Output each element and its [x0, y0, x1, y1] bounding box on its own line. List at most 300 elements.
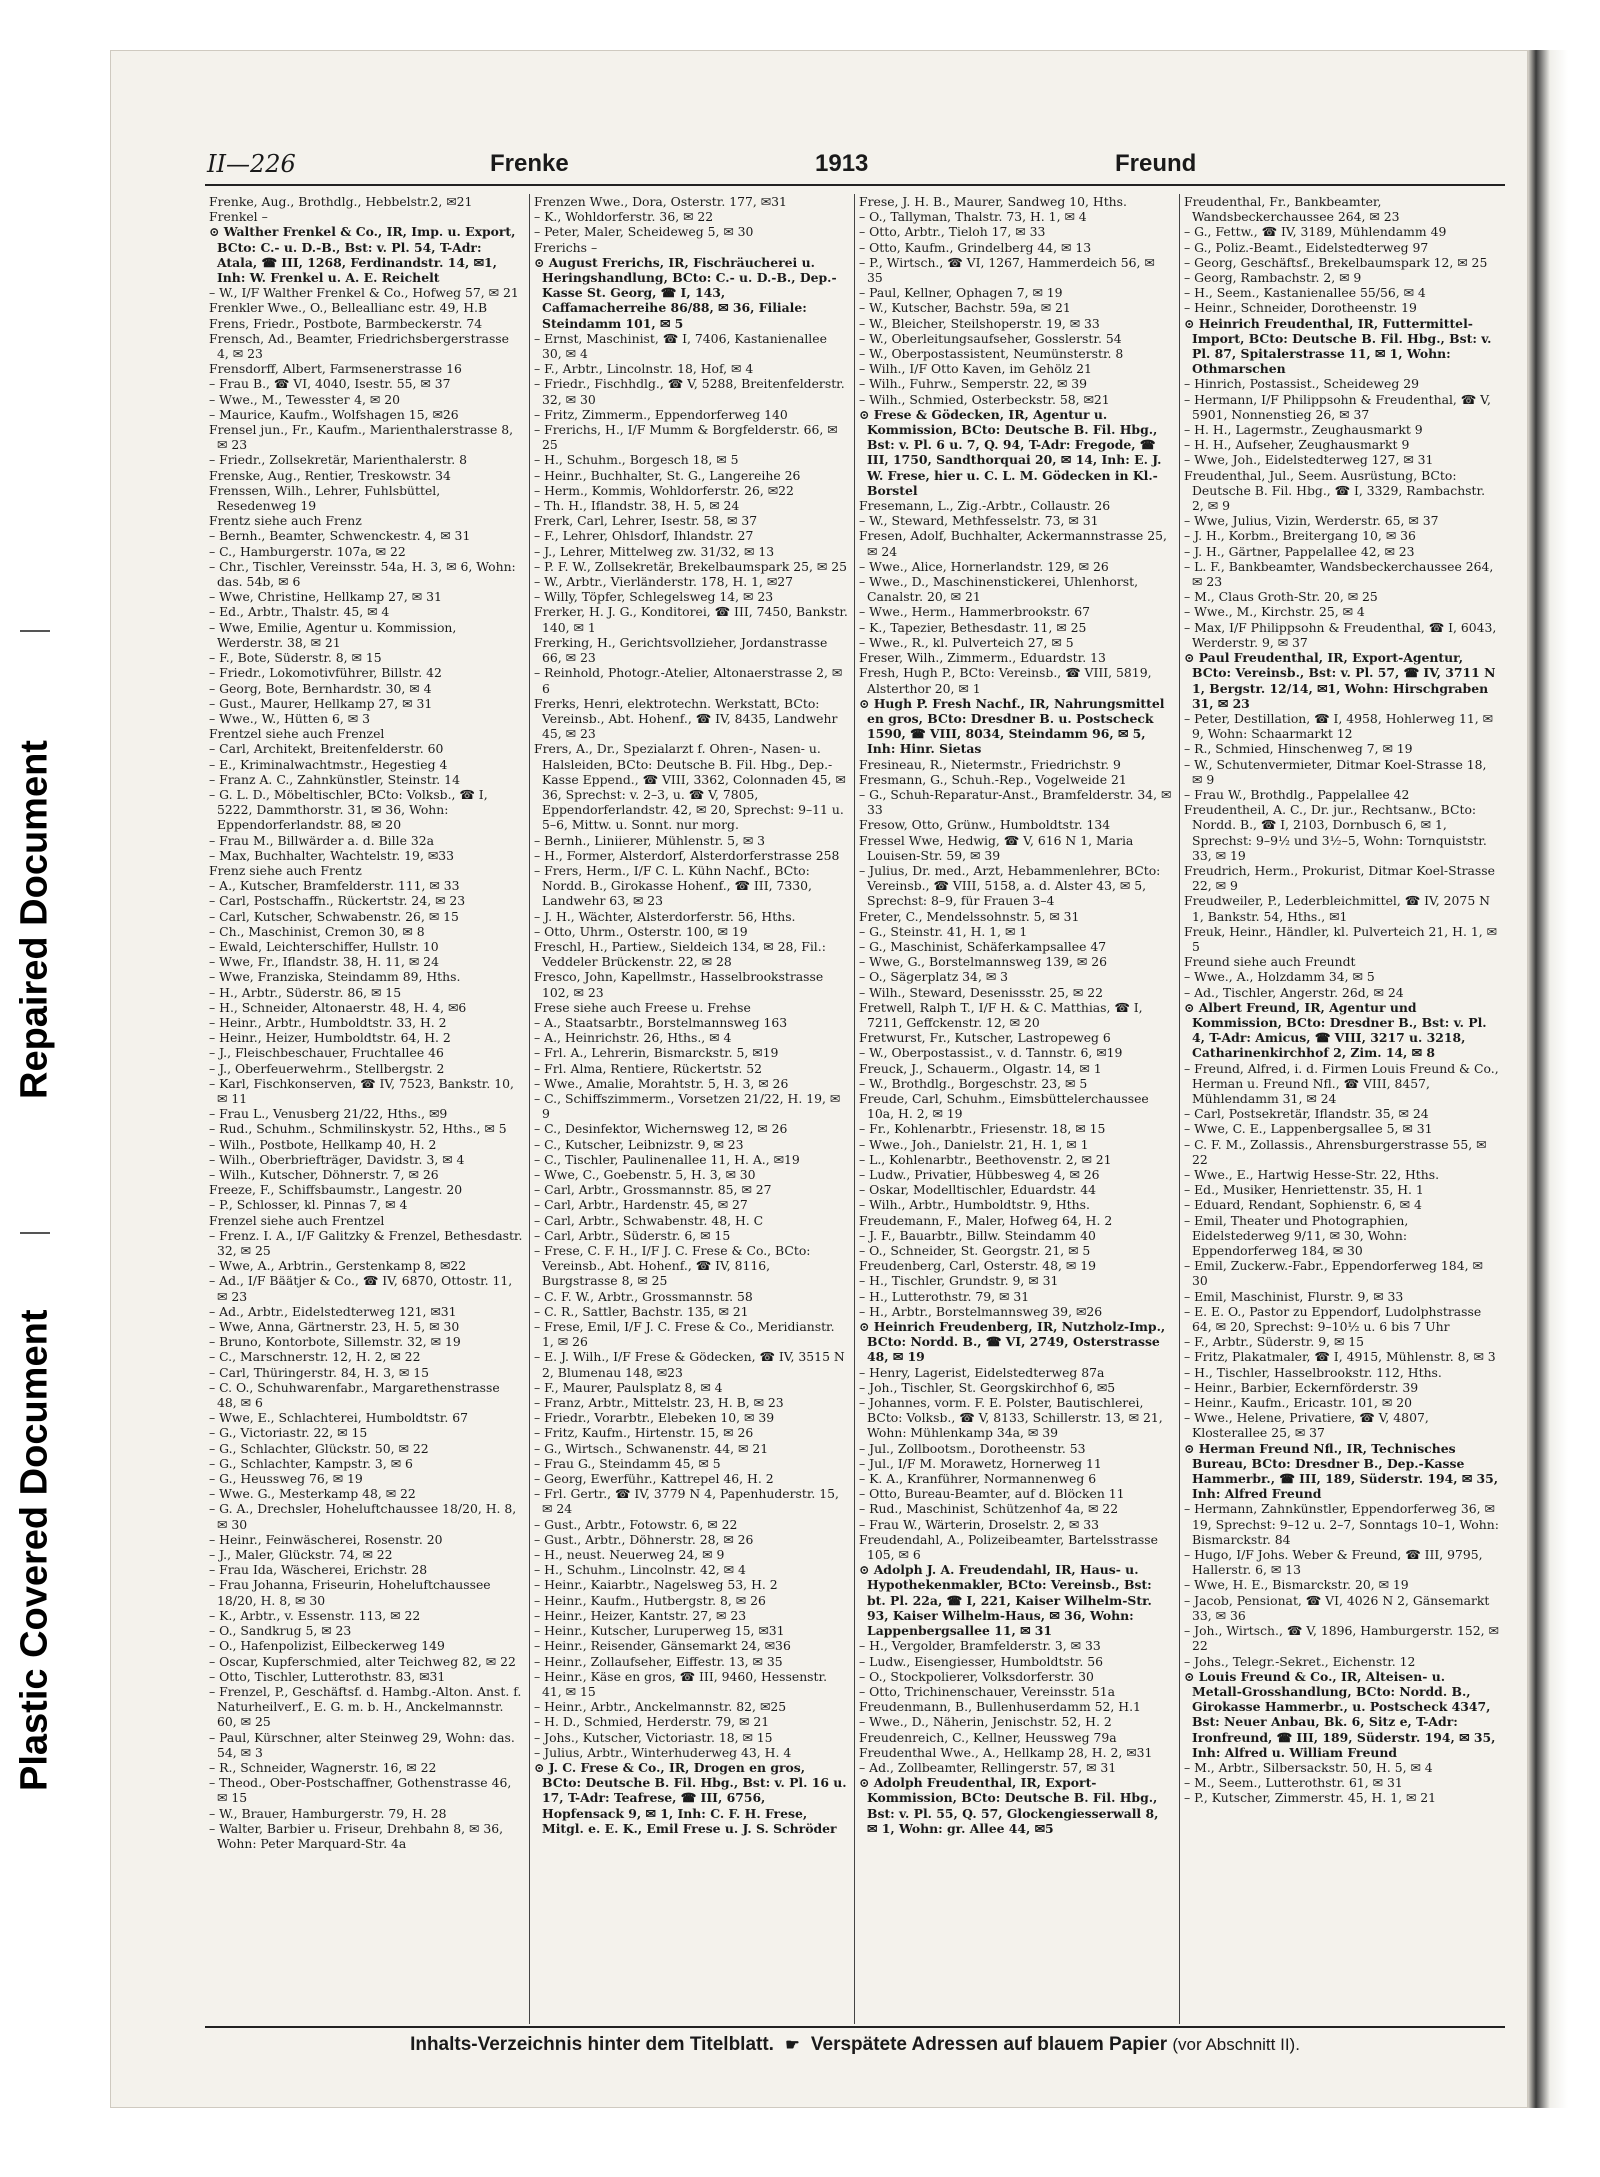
footer-rule	[205, 2026, 1505, 2028]
directory-entry: – Ad., Tischler, Angerstr. 26d, ✉ 24	[1184, 984, 1404, 1000]
directory-entry: – Wilh., Steward, Desenissstr. 25, ✉ 22	[859, 984, 1104, 1000]
directory-entry: – Hermann, I/F Philippsohn & Freudenthal, ☎ V, 5901, Nonnenstieg 26, ✉ 37	[1184, 391, 1491, 422]
directory-entry: Freeze, F., Schiffsbaumstr., Langestr. 20	[209, 1182, 463, 1198]
directory-entry: – J., Oberfeuerwehrm., Stellbergstr. 2	[209, 1060, 445, 1076]
directory-entry: – Max, I/F Philippsohn & Freudenthal, ☎ I, 6043, Werderstr. 9, ✉ 37	[1184, 619, 1497, 650]
directory-entry: – G., Schlachter, Glückstr. 50, ✉ 22	[209, 1440, 429, 1456]
directory-entry: – Otto, Bureau-Beamter, auf d. Blöcken 11	[859, 1486, 1125, 1502]
directory-entry: Frerk, Carl, Lehrer, Isestr. 58, ✉ 37	[534, 513, 758, 529]
directory-entry: – G., Maschinist, Schäferkampsallee 47	[859, 938, 1107, 954]
directory-entry: – Wwe., Amalie, Morahtstr. 5, H. 3, ✉ 26	[534, 1075, 789, 1091]
directory-entry: – J. F., Bauarbtr., Billw. Steindamm 40	[859, 1227, 1096, 1243]
directory-entry: Freudenreich, C., Kellner, Heussweg 79a	[859, 1729, 1117, 1745]
directory-entry: – C., Kutscher, Leibnizstr. 9, ✉ 23	[534, 1136, 744, 1152]
directory-entry: – Otto, Arbtr., Tieloh 17, ✉ 33	[859, 224, 1046, 240]
directory-entry: – Georg, Ewerführ., Kattrepel 46, H. 2	[534, 1471, 774, 1487]
directory-entry: – Wwe, Anna, Gärtnerstr. 23, H. 5, ✉ 30	[209, 1319, 460, 1335]
directory-entry: – Wwe., D., Maschinenstickerei, Uhlenhorst, Canalstr. 20, ✉ 21	[859, 574, 1139, 605]
directory-entry: – Heinr., Kutscher, Luruperweg 15, ✉31	[534, 1623, 785, 1639]
directory-entry: Freund siehe auch Freundt	[1184, 954, 1356, 970]
directory-entry: Freuk, Heinr., Händler, kl. Pulverteich 21, H. 1, ✉ 5	[1184, 923, 1498, 954]
directory-entry: – Jul., I/F M. Morawetz, Hornerweg 11	[859, 1455, 1102, 1471]
directory-entry: ⊙ Albert Freund, IR, Agentur und Kommission, BCto: Dresdner B., Bst: v. Pl. 4, T-Adr: Amicus, ☎ VIII, 3217 u. 3218, Catharinenkirchhof 2, Zim. 14, ✉ 8	[1184, 999, 1487, 1061]
directory-entry: – Herm., Kommis, Wohldorferstr. 26, ✉22	[534, 482, 794, 498]
footer-section-note: (vor Abschnitt II).	[1172, 2035, 1300, 2054]
label-divider-dashes	[20, 1232, 50, 1234]
directory-entry: ⊙ Heinrich Freudenthal, IR, Futtermittel-Import, BCto: Deutsche B. Fil. Hbg., Bst: v. Pl. 87, Spitalerstrasse 11, ✉ 1, Wohn: Othmarschen	[1184, 315, 1492, 377]
directory-entry: – Rud., Schuhm., Schmilinskystr. 52, Hths., ✉ 5	[209, 1121, 507, 1137]
directory-entry: – G. L. D., Möbeltischler, BCto: Volksb., ☎ I, 5222, Dammthorstr. 31, ✉ 36, Wohn: Eppendorferlandstr. 88, ✉ 20	[209, 786, 488, 833]
directory-entry: – Ewald, Leichterschiffer, Hullstr. 10	[209, 938, 439, 954]
directory-entry: – Chr., Tischler, Vereinsstr. 54a, H. 3, ✉ 6, Wohn: das. 54b, ✉ 6	[209, 558, 516, 590]
directory-entry: – Heinr., Buchhalter, St. G., Langereihe 26	[534, 467, 801, 483]
directory-column-3	[855, 194, 1180, 2024]
directory-entry: – Otto, Trichinenschauer, Vereinsstr. 51a	[859, 1683, 1115, 1699]
directory-entry: – Wwe., M., Kirchstr. 25, ✉ 4	[1184, 604, 1365, 620]
directory-entry: – Gust., Arbtr., Döhnerstr. 28, ✉ 26	[534, 1531, 754, 1547]
directory-entry: – Heinr., Käse en gros, ☎ III, 9460, Hessenstr. 41, ✉ 15	[534, 1668, 828, 1699]
directory-entry: – H., Former, Alsterdorf, Alsterdorferstrasse 258	[534, 847, 840, 863]
guide-word-right: Freund	[1115, 150, 1197, 177]
directory-entry: – E. J. Wilh., I/F Frese & Gödecken, ☎ IV, 3515 N 2, Blumenau 148, ✉23	[534, 1349, 845, 1380]
directory-entry: – P., Wirtsch., ☎ VI, 1267, Hammerdeich 56, ✉ 35	[859, 254, 1155, 286]
directory-entry: – Walter, Barbier u. Friseur, Drehbahn 8, ✉ 36, Wohn: Peter Marquard-Str. 4a	[209, 1820, 504, 1851]
directory-entry: Fresineau, R., Nietermstr., Friedrichstr. 9	[859, 756, 1121, 772]
directory-entry: – R., Schneider, Wagnerstr. 16, ✉ 22	[209, 1759, 437, 1775]
directory-entry: Frerichs –	[534, 239, 598, 255]
directory-entry: – W., Brothdlg., Borgeschstr. 23, ✉ 5	[859, 1075, 1088, 1091]
directory-entry: – E., Kriminalwachtmstr., Hegestieg 4	[209, 756, 448, 772]
directory-entry: – Georg, Rambachstr. 2, ✉ 9	[1184, 270, 1362, 286]
directory-entry: – P., Kutscher, Zimmerstr. 45, H. 1, ✉ 21	[1184, 1790, 1437, 1806]
directory-entry: – W., I/F Walther Frenkel & Co., Hofweg 57, ✉ 21	[209, 285, 519, 301]
directory-entry: – Fritz, Zimmerm., Eppendorferweg 140	[534, 406, 788, 422]
directory-entry: – Gust., Arbtr., Fotowstr. 6, ✉ 22	[534, 1516, 738, 1532]
directory-entry: – Carl, Kutscher, Schwabenstr. 26, ✉ 15	[209, 908, 459, 924]
directory-entry: – Wwe, C. E., Lappenbergsallee 5, ✉ 31	[1184, 1121, 1433, 1137]
directory-columns	[205, 194, 1505, 2024]
directory-entry: Frenz siehe auch Frentz	[209, 862, 362, 878]
directory-column-4	[1180, 194, 1505, 2024]
directory-entry: – Frerichs, H., I/F Mumm & Borgfelderstr. 66, ✉ 25	[534, 422, 838, 453]
directory-entry: – W., Steward, Methfesselstr. 73, ✉ 31	[859, 513, 1099, 529]
directory-entry: – J., Lehrer, Mittelweg zw. 31/32, ✉ 13	[534, 543, 775, 559]
directory-entry: Frensch, Ad., Beamter, Friedrichsbergerstrasse 4, ✉ 23	[209, 330, 509, 362]
directory-entry: ⊙ Adolph Freudenthal, IR, Export-Kommission, BCto: Deutsche B. Fil. Hbg., Bst: v. Pl. 55, Q. 57, Glockengiesserwall 8, ✉ 1, Wohn: gr. Allee 44, ✉5	[859, 1775, 1159, 1836]
directory-entry: – C., Desinfektor, Wichernsweg 12, ✉ 26	[534, 1121, 788, 1137]
directory-entry: Frenssen, Wilh., Lehrer, Fuhlsbüttel, Resedenweg 19	[209, 482, 441, 514]
directory-entry: – A., Kutscher, Bramfelderstr. 111, ✉ 33	[209, 878, 460, 894]
directory-entry: – K. A., Kranführer, Normannenweg 6	[859, 1471, 1097, 1487]
directory-entry: – Friedr., Zollsekretär, Marienthalerstr. 8	[209, 452, 468, 468]
directory-entry: – Wwe, Franziska, Steindamm 89, Hths.	[209, 969, 461, 985]
directory-entry: – Wwe, H. E., Bismarckstr. 20, ✉ 19	[1184, 1577, 1409, 1593]
directory-entry: – Carl, Arbtr., Schwabenstr. 48, H. C	[534, 1212, 764, 1228]
directory-entry: Freudentheil, A. C., Dr. jur., Rechtsanw., BCto: Nordd. B., ☎ I, 2103, Dornbusch 6, ✉ 1, Sprechst: 9–9½ und 3½–5, Wohn: Tornquiststr. 33, ✉ 19	[1184, 802, 1487, 863]
directory-entry: – Frau W., Brothdlg., Pappelallee 42	[1184, 786, 1410, 802]
directory-entry: – Frl. Gertr., ☎ IV, 3779 N 4, Papenhuderstr. 15, ✉ 24	[534, 1486, 839, 1517]
directory-entry: – Heinr., Kaiarbtr., Nagelsweg 53, H. 2	[534, 1577, 778, 1593]
directory-entry: – Jul., Zollbootsm., Dorotheenstr. 53	[859, 1440, 1086, 1456]
directory-entry: – C. F. W., Arbtr., Grossmannstr. 58	[534, 1288, 753, 1304]
directory-entry: – C., Schiffszimmerm., Vorsetzen 21/22, H. 19, ✉ 9	[534, 1090, 841, 1122]
directory-entry: – Heinr., Feinwäscherei, Rosenstr. 20	[209, 1531, 443, 1547]
directory-entry: Frenske, Aug., Rentier, Treskowstr. 34	[209, 467, 451, 483]
directory-entry: Frerker, H. J. G., Konditorei, ☎ III, 7450, Bankstr. 140, ✉ 1	[534, 604, 848, 635]
directory-entry: ⊙ August Frerichs, IR, Fischräucherei u. Heringshandlung, BCto: C.- u. D.-B., Dep.-Kasse St. Georg, ☎ I, 143, Caffamacherreihe 86/88, ✉ 36, Filiale: Steindamm 101, ✉ 5	[534, 254, 837, 331]
directory-entry: – Wilh., Schmied, Osterbeckstr. 58, ✉21	[859, 391, 1110, 407]
directory-entry: – Heinr., Kaufm., Ericastr. 101, ✉ 20	[1184, 1395, 1413, 1411]
directory-entry: – Heinr., Kaufm., Hutbergstr. 8, ✉ 26	[534, 1592, 766, 1608]
directory-entry: – C. R., Sattler, Bachstr. 135, ✉ 21	[534, 1303, 749, 1319]
directory-entry: – Wwe, E., Schlachterei, Humboldtstr. 67	[209, 1410, 468, 1426]
directory-entry: ⊙ Louis Freund & Co., IR, Alteisen- u. Metall-Grosshandlung, BCto: Nordd. B., Girokasse Hammerbr., u. Postscheck 4347, Bst: Neuer Anbau, Bk. 6, Sitz e, T-Adr: Ironfreund, ☎ III, 189, Süderstr. 194, ✉ 35, Inh: Alfred u. William Freund	[1184, 1668, 1496, 1760]
directory-entry: – Frl. A., Lehrerin, Bismarckstr. 5, ✉19	[534, 1045, 779, 1061]
directory-entry: – O., Hafenpolizist, Eilbeckerweg 149	[209, 1638, 445, 1654]
directory-entry: – J. H., Gärtner, Pappelallee 42, ✉ 23	[1184, 543, 1415, 559]
directory-entry: – Carl, Postschaffn., Rückertstr. 24, ✉ 23	[209, 893, 466, 909]
directory-entry: Freschl, H., Partiew., Sieldeich 134, ✉ 28, Fil.: Veddeler Brückenstr. 22, ✉ 28	[534, 938, 826, 970]
directory-entry: – Wwe., E., Hartwig Hesse-Str. 22, Hths.	[1184, 1167, 1440, 1182]
directory-entry: – Fritz, Kaufm., Hirtenstr. 15, ✉ 26	[534, 1425, 754, 1441]
directory-entry: – Frers, Herm., I/F C. L. Kühn Nachf., BCto: Nordd. B., Girokasse Hohenf., ☎ III, 7330, Landwehr 63, ✉ 23	[534, 862, 812, 909]
directory-entry: Frers, A., Dr., Spezialarzt f. Ohren-, Nasen- u. Halsleiden, BCto: Deutsche B. Fil. Hbg., Dep.-Kasse Eppend., ☎ VIII, 3362, Colonnaden 45, ✉ 36, Sprechst: v. 2–3, u. ☎ V, 7805, Eppendorferlandstr. 42, ✉ 20, Sprechst: 9–11 u. 5–6, Mittw. u. Sonnt. nur morg.	[534, 741, 846, 833]
directory-entry: – H., Tischler, Hasselbrookstr. 112, Hths.	[1184, 1364, 1442, 1380]
directory-entry: Frenkler Wwe., O., Belleallianc estr. 49, H.B	[209, 300, 488, 316]
directory-entry: – K., Wohldorferstr. 36, ✉ 22	[534, 209, 714, 225]
directory-entry: – Ludw., Privatier, Hübbesweg 4, ✉ 26	[859, 1167, 1100, 1182]
directory-entry: – Joh., Tischler, St. Georgskirchhof 6, ✉5	[859, 1379, 1116, 1395]
directory-entry: ⊙ Adolph J. A. Freudendahl, IR, Haus- u. Hypothekenmakler, BCto: Vereinsb., Bst: bt. Pl. 22a, ☎ I, 221, Kaiser Wilhelm-Str. 93, Kaiser Wilhelm-Haus, ✉ 36, Wohn: Lappenbergsallee 11, ✉ 31	[859, 1562, 1152, 1639]
directory-entry: Fresco, John, Kapellmstr., Hasselbrookstrasse 102, ✉ 23	[534, 969, 824, 1000]
directory-entry: – Ad., I/F Bäätjer & Co., ☎ IV, 6870, Ottostr. 11, ✉ 23	[209, 1273, 513, 1304]
directory-entry: – H., Arbtr., Süderstr. 86, ✉ 15	[209, 984, 402, 1000]
directory-entry: – C. F. M., Zollassis., Ahrensburgerstrasse 55, ✉ 22	[1184, 1136, 1487, 1167]
footer-late-addresses-note: Verspätete Adressen auf blauem Papier	[810, 2034, 1168, 2055]
directory-entry: – Friedr., Vorarbtr., Elebeken 10, ✉ 39	[534, 1410, 775, 1426]
directory-entry: – F., Arbtr., Süderstr. 9, ✉ 15	[1184, 1334, 1365, 1350]
directory-entry: – Heinr., Heizer, Kantstr. 27, ✉ 23	[534, 1607, 747, 1623]
directory-entry: – M., Claus Groth-Str. 20, ✉ 25	[1184, 589, 1378, 605]
directory-entry: Frenzel siehe auch Frentzel	[209, 1212, 385, 1228]
directory-entry: – Wwe., Joh., Danielstr. 21, H. 1, ✉ 1	[859, 1136, 1089, 1152]
directory-entry: – H., Seem., Kastanienallee 55/56, ✉ 4	[1184, 285, 1426, 301]
directory-entry: – Karl, Fischkonserven, ☎ IV, 7523, Bankstr. 10, ✉ 11	[209, 1075, 514, 1106]
directory-entry: Fressel Wwe, Hedwig, ☎ V, 616 N 1, Maria Louisen-Str. 59, ✉ 39	[859, 832, 1134, 863]
directory-entry: – F., Bote, Süderstr. 8, ✉ 15	[209, 650, 382, 666]
directory-entry: – Hermann, Zahnkünstler, Eppendorferweg 36, ✉ 19, Sprechst: 9–12 u. 2–7, Sonntags 10–1, Wohn: Bismarckstr. 84	[1184, 1501, 1499, 1547]
directory-entry: Freudenberg, Carl, Osterstr. 48, ✉ 19	[859, 1258, 1096, 1274]
directory-entry: – F., Maurer, Paulsplatz 8, ✉ 4	[534, 1379, 723, 1395]
directory-entry: – G., Fettw., ☎ IV, 3189, Mühlendamm 49	[1184, 224, 1447, 240]
directory-entry: – Heinr., Reisender, Gänsemarkt 24, ✉36	[534, 1638, 791, 1654]
directory-entry: – W., Arbtr., Vierländerstr. 178, H. 1, ✉27	[534, 574, 794, 590]
directory-entry: – Peter, Destillation, ☎ I, 4958, Hohlerweg 11, ✉ 9, Wohn: Schaarmarkt 12	[1184, 710, 1493, 742]
directory-entry: – Frau Johanna, Friseurin, Hoheluftchaussee 18/20, H. 8, ✉ 30	[209, 1577, 491, 1608]
directory-entry: Freter, C., Mendelssohnstr. 5, ✉ 31	[859, 908, 1080, 924]
directory-entry: – Max, Buchhalter, Wachtelstr. 19, ✉33	[209, 847, 454, 863]
guide-word-left: Frenke	[490, 150, 569, 177]
directory-entry: – Otto, Tischler, Lutterothstr. 83, ✉31	[209, 1668, 446, 1684]
directory-entry: – Wwe., Herm., Hammerbrookstr. 67	[859, 604, 1091, 620]
directory-entry: – C., Hamburgerstr. 107a, ✉ 22	[209, 543, 406, 559]
label-divider-dashes	[20, 630, 50, 632]
directory-entry: – Frenz. I. A., I/F Galitzky & Frenzel, Bethesdastr. 32, ✉ 25	[209, 1227, 523, 1259]
directory-entry: ⊙ Frese & Gödecken, IR, Agentur u. Kommission, BCto: Deutsche B. Fil. Hbg., Bst: v. Pl. 6 u. 7, Q. 94, T-Adr: Fregode, ☎ III, 1750, Sandthorquai 20, ✉ 14, Inh: E. J. W. Frese, hier u. C. L. M. Gödecken in Kl.-Borstel	[859, 406, 1162, 498]
directory-entry: – Wilh., Fuhrw., Semperstr. 22, ✉ 39	[859, 376, 1088, 392]
directory-entry: – Frau G., Steindamm 45, ✉ 5	[534, 1455, 721, 1471]
directory-entry: – Willy, Töpfer, Schlegelsweg 14, ✉ 23	[534, 589, 774, 605]
directory-entry: – C., Tischler, Paulinenallee 11, H. A., ✉19	[534, 1151, 800, 1167]
directory-entry: – Wwe., W., Hütten 6, ✉ 3	[209, 710, 370, 726]
directory-entry: – Wwe., Alice, Hornerlandstr. 129, ✉ 26	[859, 558, 1109, 574]
directory-entry: – Carl, Arbtr., Süderstr. 6, ✉ 15	[534, 1227, 731, 1243]
directory-entry: – A., Staatsarbtr., Borstelmannsweg 163	[534, 1014, 788, 1030]
directory-entry: Frenkel –	[209, 209, 268, 225]
directory-entry: – O., Stockpolierer, Volksdorferstr. 30	[859, 1668, 1094, 1684]
directory-entry: – W., Bleicher, Steilshoperstr. 19, ✉ 33	[859, 315, 1100, 331]
directory-entry: Fretwurst, Fr., Kutscher, Lastropeweg 6	[859, 1030, 1111, 1046]
directory-entry: Frens, Friedr., Postbote, Barmbeckerstr. 74	[209, 315, 483, 331]
directory-column-1	[205, 194, 530, 2024]
directory-entry: – Emil, Theater und Photographien, Eidelstederweg 9/11, ✉ 30, Wohn: Eppendorferweg 184, ✉ 30	[1184, 1212, 1409, 1259]
directory-entry: Freude, Carl, Schuhm., Eimsbüttelerchaussee 10a, H. 2, ✉ 19	[859, 1090, 1149, 1122]
directory-entry: – Franz A. C., Zahnkünstler, Steinstr. 14	[209, 771, 460, 787]
directory-entry: – Johs., Kutscher, Victoriastr. 18, ✉ 15	[534, 1729, 773, 1745]
directory-entry: – Emil, Maschinist, Flurstr. 9, ✉ 33	[1184, 1288, 1404, 1304]
directory-entry: – P., Schlosser, kl. Pinnas 7, ✉ 4	[209, 1197, 408, 1213]
directory-entry: Frensdorff, Albert, Farmsenerstrasse 16	[209, 361, 462, 377]
directory-entry: Frerking, H., Gerichtsvollzieher, Jordanstrasse 66, ✉ 23	[534, 634, 828, 666]
footer-index-note: Inhalts-Verzeichnis hinter dem Titelblatt.	[410, 2034, 774, 2055]
directory-entry: – H. D., Schmied, Herderstr. 79, ✉ 21	[534, 1714, 770, 1730]
directory-entry: – Wilh., I/F Otto Kaven, im Gehölz 21	[859, 361, 1092, 377]
directory-entry: – Rud., Maschinist, Schützenhof 4a, ✉ 22	[859, 1501, 1119, 1517]
directory-entry: – Carl, Arbtr., Grossmannstr. 85, ✉ 27	[534, 1182, 772, 1198]
directory-entry: – Eduard, Rendant, Sophienstr. 6, ✉ 4	[1184, 1197, 1422, 1213]
directory-entry: Frerks, Henri, elektrotechn. Werkstatt, BCto: Vereinsb., Abt. Hohenf., ☎ IV, 8435, Landwehr 45, ✉ 23	[534, 695, 838, 742]
directory-entry: – Joh., Wirtsch., ☎ V, 1896, Hamburgerstr. 152, ✉ 22	[1184, 1623, 1499, 1654]
directory-entry: – G. A., Drechsler, Hoheluftchaussee 18/20, H. 8, ✉ 30	[209, 1501, 517, 1532]
directory-entry: – Freund, Alfred, i. d. Firmen Louis Freund & Co., Herman u. Freund Nfl., ☎ VIII, 8457, Mühlendamm 31, ✉ 24	[1184, 1060, 1499, 1106]
directory-entry: Freudenthal, Jul., Seem. Ausrüstung, BCto: Deutsche B. Fil. Hbg., ☎ I, 3329, Rambachstr. 2, ✉ 9	[1184, 467, 1486, 514]
directory-entry: – Wwe, G., Borstelmannsweg 139, ✉ 26	[859, 954, 1107, 970]
directory-entry: – Ed., Musiker, Henriettenstr. 35, H. 1	[1184, 1182, 1424, 1198]
directory-entry: – W., Schutenvermieter, Ditmar Koel-Strasse 18, ✉ 9	[1184, 756, 1487, 787]
directory-entry: Fresmann, G., Schuh.-Rep., Vogelweide 21	[859, 771, 1127, 787]
directory-entry: – Frau W., Wärterin, Droselstr. 2, ✉ 33	[859, 1516, 1099, 1532]
directory-entry: – Wwe, Fr., Iflandstr. 38, H. 11, ✉ 24	[209, 954, 439, 970]
directory-entry: – H., neust. Neuerweg 24, ✉ 9	[534, 1547, 725, 1563]
directory-entry: – Wwe., Helene, Privatiere, ☎ V, 4807, Klosterallee 25, ✉ 37	[1184, 1410, 1429, 1441]
directory-entry: – Johs., Telegr.-Sekret., Eichenstr. 12	[1184, 1653, 1416, 1669]
directory-entry: – Wilh., Oberbriefträger, Davidstr. 3, ✉ 4	[209, 1151, 465, 1167]
directory-entry: – Bernh., Liniierer, Mühlenstr. 5, ✉ 3	[534, 832, 766, 848]
directory-entry: – Friedr., Fischhdlg., ☎ V, 5288, Breitenfelderstr. 32, ✉ 30	[534, 376, 845, 407]
directory-entry: – R., Schmied, Hinschenweg 7, ✉ 19	[1184, 741, 1413, 757]
directory-entry: – Franz, Arbtr., Mittelstr. 23, H. B, ✉ 23	[534, 1395, 784, 1411]
directory-entry: – Wwe, C., Goebenstr. 5, H. 3, ✉ 30	[534, 1167, 756, 1182]
directory-entry: – Wwe, A., Arbtrin., Gerstenkamp 8, ✉22	[209, 1258, 467, 1274]
directory-entry: – G., Wirtsch., Schwanenstr. 44, ✉ 21	[534, 1440, 769, 1456]
directory-entry: – Wwe, Julius, Vizin, Werderstr. 65, ✉ 37	[1184, 513, 1439, 529]
directory-entry: – Fritz, Plakatmaler, ☎ I, 4915, Mühlenstr. 8, ✉ 3	[1184, 1349, 1496, 1365]
directory-entry: – Wwe., D., Näherin, Jenischstr. 52, H. 2	[859, 1714, 1112, 1730]
directory-entry: – Wilh., Kutscher, Döhnerstr. 7, ✉ 26	[209, 1167, 439, 1182]
directory-entry: – Frau L., Venusberg 21/22, Hths., ✉9	[209, 1106, 448, 1122]
directory-entry: – K., Arbtr., v. Essenstr. 113, ✉ 22	[209, 1607, 421, 1623]
directory-entry: Frese siehe auch Freese u. Frehse	[534, 999, 751, 1015]
directory-entry: – Bernh., Beamter, Schwenckestr. 4, ✉ 31	[209, 528, 471, 544]
directory-entry: Freudemann, F., Maler, Hofweg 64, H. 2	[859, 1212, 1113, 1228]
directory-entry: – F., Lehrer, Ohlsdorf, Ihlandstr. 27	[534, 528, 754, 544]
directory-entry: ⊙ Paul Freudenthal, IR, Export-Agentur, BCto: Vereinsb., Bst: v. Pl. 57, ☎ IV, 3711 N 1, Bergstr. 12/14, ✉1, Wohn: Hirschgraben 31, ✉ 23	[1184, 650, 1496, 711]
directory-entry: Frentzel siehe auch Frenzel	[209, 726, 385, 742]
directory-entry: – H., Schuhm., Borgesch 18, ✉ 5	[534, 452, 739, 468]
page-header	[205, 150, 1505, 184]
directory-entry: – Julius, Arbtr., Winterhuderweg 43, H. 4	[534, 1744, 792, 1760]
directory-entry: Freudweiler, P., Lederbleichmittel, ☎ IV, 2075 N 1, Bankstr. 54, Hths., ✉1	[1184, 893, 1490, 924]
directory-entry: – Carl, Arbtr., Hardenstr. 45, ✉ 27	[534, 1197, 748, 1213]
directory-entry: – G., Schlachter, Kampstr. 3, ✉ 6	[209, 1455, 413, 1471]
directory-entry: – J. H., Wächter, Alsterdorferstr. 56, Hths.	[534, 908, 796, 924]
plastic-covered-document-label: Plastic Covered Document	[13, 1309, 56, 1791]
directory-entry: ⊙ Herman Freund Nfl., IR, Technisches Bureau, BCto: Dresdner B., Dep.-Kasse Hammerbr., ☎ III, 189, Süderstr. 194, ✉ 35, Inh: Alfred Freund	[1184, 1440, 1499, 1502]
directory-entry: – Heinr., Schneider, Dorotheenstr. 19	[1184, 300, 1417, 316]
directory-entry: – H., Tischler, Grundstr. 9, ✉ 31	[859, 1273, 1059, 1289]
directory-entry: – G., Victoriastr. 22, ✉ 15	[209, 1425, 368, 1441]
directory-entry: – Heinr., Heizer, Humboldtstr. 64, H. 2	[209, 1030, 451, 1046]
directory-entry: – Heinr., Arbtr., Humboldtstr. 33, H. 2	[209, 1014, 447, 1030]
directory-entry: – Bruno, Kontorbote, Sillemstr. 32, ✉ 19	[209, 1334, 461, 1350]
directory-entry: – Ernst, Maschinist, ☎ I, 7406, Kastanienallee 30, ✉ 4	[534, 330, 827, 362]
directory-entry: – H., Schuhm., Lincolnstr. 42, ✉ 4	[534, 1562, 746, 1578]
directory-entry: Freudenthal Wwe., A., Hellkamp 28, H. 2, ✉31	[859, 1744, 1153, 1760]
directory-entry: – G., Poliz.-Beamt., Eidelstedterweg 97	[1184, 239, 1429, 255]
directory-entry: – O., Sandkrug 5, ✉ 23	[209, 1623, 352, 1639]
directory-entry: – K., Tapezier, Bethesdastr. 11, ✉ 25	[859, 619, 1087, 635]
directory-entry: – Carl, Architekt, Breitenfelderstr. 60	[209, 741, 444, 757]
directory-entry: – L., Kohlenarbtr., Beethovenstr. 2, ✉ 21	[859, 1151, 1112, 1167]
directory-entry: Fresow, Otto, Grünw., Humboldtstr. 134	[859, 817, 1111, 833]
directory-entry: Freudrich, Herm., Prokurist, Ditmar Koel-Strasse 22, ✉ 9	[1184, 862, 1495, 894]
page-footer	[205, 2034, 1505, 2056]
directory-entry: – Friedr., Lokomotivführer, Billstr. 42	[209, 665, 442, 681]
directory-entry: – Georg, Geschäftsf., Brekelbaumspark 12, ✉ 25	[1184, 254, 1488, 270]
directory-entry: – Paul, Kellner, Ophagen 7, ✉ 19	[859, 285, 1063, 301]
directory-entry: – W., Brauer, Hamburgerstr. 79, H. 28	[209, 1805, 447, 1821]
directory-entry: – Wwe., R., kl. Pulverteich 27, ✉ 5	[859, 634, 1074, 650]
directory-entry: – J., Fleischbeschauer, Fruchtallee 46	[209, 1045, 444, 1061]
directory-entry: – Frl. Alma, Rentiere, Rückertstr. 52	[534, 1060, 763, 1076]
directory-entry: – O., Tallyman, Thalstr. 73, H. 1, ✉ 4	[859, 209, 1087, 225]
directory-entry: – Jacob, Pensionat, ☎ VI, 4026 N 2, Gänsemarkt 33, ✉ 36	[1184, 1592, 1490, 1623]
directory-entry: – Wwe., A., Holzdamm 34, ✉ 5	[1184, 969, 1375, 985]
directory-entry: – Frau Ida, Wäscherei, Erichstr. 28	[209, 1562, 428, 1578]
directory-entry: – O., Schneider, St. Georgstr. 21, ✉ 5	[859, 1243, 1091, 1259]
directory-entry: – G., Heussweg 76, ✉ 19	[209, 1471, 363, 1487]
directory-entry: Frensel jun., Fr., Kaufm., Marienthalerstrasse 8, ✉ 23	[209, 422, 514, 453]
directory-entry: – Carl, Thüringerstr. 84, H. 3, ✉ 15	[209, 1364, 429, 1380]
directory-entry: – H., Lutterothstr. 79, ✉ 31	[859, 1288, 1030, 1304]
directory-entry: – Ed., Arbtr., Thalstr. 45, ✉ 4	[209, 604, 390, 620]
directory-entry: Fresen, Adolf, Buchhalter, Ackermannstrasse 25, ✉ 24	[859, 528, 1167, 559]
directory-entry: – W., Oberpostassistent, Neumünsterstr. 8	[859, 346, 1124, 362]
directory-entry: – Otto, Kaufm., Grindelberg 44, ✉ 13	[859, 239, 1092, 255]
directory-entry: – F., Arbtr., Lincolnstr. 18, Hof, ✉ 4	[534, 361, 754, 377]
directory-column-2	[530, 194, 855, 2024]
directory-entry: Freudenthal, Fr., Bankbeamter, Wandsbeckerchaussee 264, ✉ 23	[1184, 194, 1400, 225]
directory-entry: – Paul, Kürschner, alter Steinweg 29, Wohn: das. 54, ✉ 3	[209, 1729, 515, 1760]
directory-entry: – Heinr., Barbier, Eckernförderstr. 39	[1184, 1379, 1419, 1395]
directory-entry: – G., Schuh-Reparatur-Anst., Bramfelderstr. 34, ✉ 33	[859, 786, 1172, 818]
directory-entry: – M., Arbtr., Silbersackstr. 50, H. 5, ✉ 4	[1184, 1759, 1433, 1775]
directory-entry: – Peter, Maler, Scheideweg 5, ✉ 30	[534, 224, 754, 240]
directory-entry: Frenzen Wwe., Dora, Osterstr. 177, ✉31	[534, 194, 787, 209]
page-binding-edge	[1528, 50, 1568, 2108]
directory-entry: – Frau M., Billwärder a. d. Bille 32a	[209, 832, 434, 848]
directory-entry: Frenke, Aug., Brothdlg., Hebbelstr.2, ✉21	[209, 194, 473, 209]
directory-entry: – Wwe, Christine, Hellkamp 27, ✉ 31	[209, 589, 442, 605]
directory-page	[205, 110, 1505, 2085]
directory-entry: – Georg, Bote, Bernhardstr. 30, ✉ 4	[209, 680, 432, 696]
repaired-document-label: Repaired Document	[13, 740, 56, 1100]
directory-entry: – W., Oberleitungsaufseher, Gosslerstr. 54	[859, 330, 1122, 346]
directory-entry: Frese, J. H. B., Maurer, Sandweg 10, Hths.	[859, 194, 1127, 209]
directory-entry: Frentz siehe auch Frenz	[209, 513, 362, 529]
directory-entry: – W., Kutscher, Bachstr. 59a, ✉ 21	[859, 300, 1071, 316]
directory-entry: – Theod., Ober-Postschaffner, Gothenstrasse 46, ✉ 15	[209, 1775, 512, 1806]
directory-entry: – Frese, Emil, I/F J. C. Frese & Co., Meridianstr. 1, ✉ 26	[534, 1319, 835, 1350]
directory-entry: – H. H., Aufseher, Zeughausmarkt 9	[1184, 437, 1410, 453]
directory-entry: – Hinrich, Postassist., Scheideweg 29	[1184, 376, 1419, 392]
directory-entry: – Wwe., M., Tewesstег 4, ✉ 20	[209, 391, 401, 407]
directory-entry: Freudenmann, B., Bullenhuserdamm 52, H.1	[859, 1699, 1141, 1715]
directory-entry: – Gust., Maurer, Hellkamp 27, ✉ 31	[209, 695, 433, 711]
directory-entry: – M., Seem., Lutterothstr. 61, ✉ 31	[1184, 1775, 1403, 1791]
directory-entry: – H., Vergolder, Bramfelderstr. 3, ✉ 33	[859, 1638, 1101, 1654]
directory-entry: Fresemann, L., Zig.-Arbtr., Collaustr. 26	[859, 498, 1111, 514]
directory-entry: – Ludw., Eisengiesser, Humboldtstr. 56	[859, 1653, 1103, 1669]
directory-entry: – G., Steinstr. 41, H. 1, ✉ 1	[859, 923, 1028, 939]
directory-entry: – Fr., Kohlenarbtr., Friesenstr. 18, ✉ 15	[859, 1121, 1106, 1137]
directory-entry: – Julius, Dr. med., Arzt, Hebammenlehrer, BCto: Vereinsb., ☎ VIII, 5158, a. d. Alster 43, ✉ 5, Sprechst: 8–9, für Frauen 3–4	[859, 862, 1161, 909]
directory-year: 1913	[815, 150, 869, 177]
directory-entry: – Hugo, I/F Johs. Weber & Freund, ☎ III, 9795, Hallerstr. 6, ✉ 13	[1184, 1547, 1483, 1578]
directory-entry: – Heinr., Arbtr., Anckelmannstr. 82, ✉25	[534, 1699, 787, 1715]
directory-entry: – Ch., Maschinist, Cremon 30, ✉ 8	[209, 923, 425, 939]
directory-entry: – Ad., Zollbeamter, Rellingerstr. 57, ✉ 31	[859, 1759, 1117, 1775]
directory-entry: – P. F. W., Zollsekretär, Brekelbaumspark 25, ✉ 25	[534, 558, 848, 574]
directory-entry: – J. H., Korbm., Breitergang 10, ✉ 36	[1184, 528, 1416, 544]
directory-entry: – Oskar, Modelltischler, Eduardstr. 44	[859, 1182, 1097, 1198]
directory-entry: – Otto, Uhrm., Osterstr. 100, ✉ 19	[534, 923, 748, 939]
directory-entry: – Carl, Postsekretär, Iflandstr. 35, ✉ 24	[1184, 1106, 1429, 1122]
directory-entry: – Johannes, vorm. F. E. Polster, Bautischlerei, BCto: Volksb., ☎ V, 8133, Schillerstr. 13, ✉ 21, Wohn: Mühlenkamp 34a, ✉ 39	[859, 1395, 1163, 1441]
directory-entry: Fretwell, Ralph T., I/F H. & C. Matthias, ☎ I, 7211, Geffckenstr. 12, ✉ 20	[859, 999, 1143, 1030]
directory-entry: – A., Heinrichstr. 26, Hths., ✉ 4	[534, 1030, 732, 1046]
directory-entry: – Maurice, Kaufm., Wolfshagen 15, ✉26	[209, 406, 459, 422]
directory-entry: – Frau B., ☎ VI, 4040, Isestr. 55, ✉ 37	[209, 376, 451, 392]
directory-entry: ⊙ Walther Frenkel & Co., IR, Imp. u. Export, BCto: C.- u. D.-B., Bst: v. Pl. 54, T-Adr: Atala, ☎ III, 1268, Ferdinandstr. 14, ✉1, Inh: W. Frenkel u. A. E. Reichelt	[209, 224, 516, 286]
directory-entry: – H., Schneider, Altonaerstr. 48, H. 4, ✉6	[209, 999, 467, 1015]
directory-entry: – Emil, Zuckerw.-Fabr., Eppendorferweg 184, ✉ 30	[1184, 1258, 1483, 1289]
directory-entry: – Heinr., Zollaufseher, Eiffestr. 13, ✉ 35	[534, 1653, 783, 1669]
directory-entry: – W., Oberpostassist., v. d. Tannstr. 6, ✉19	[859, 1045, 1123, 1061]
directory-entry: – Frenzel, P., Geschäftsf. d. Hambg.-Alton. Anst. f. Naturheilverf., E. G. m. b. H., Anckelmannstr. 60, ✉ 25	[209, 1683, 522, 1730]
directory-entry: – Ad., Arbtr., Eidelstedterweg 121, ✉31	[209, 1303, 457, 1319]
directory-entry: Freser, Wilh., Zimmerm., Eduardstr. 13	[859, 650, 1106, 666]
